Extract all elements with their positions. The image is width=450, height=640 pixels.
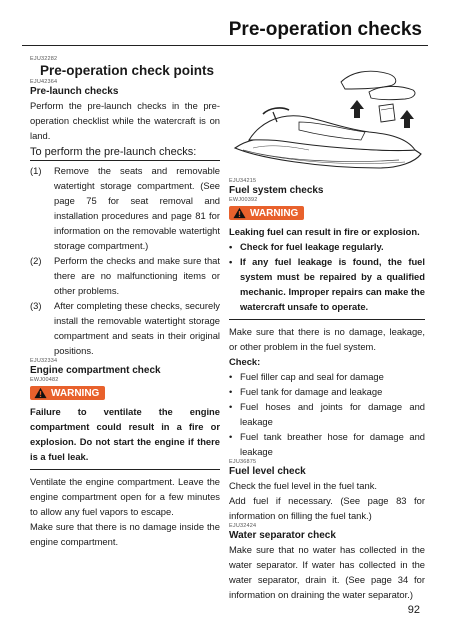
step-text: Perform the checks and make sure that there are no malfunctioning items or other problems. (54, 255, 220, 296)
page-header-title: Pre-operation checks (228, 19, 422, 40)
step-text: After completing these checks, securely install the removable watertight storage compartment and seats in their original positions. (54, 300, 220, 356)
list-item (229, 399, 425, 429)
fuel-warning-lead: Leaking fuel can result in fire or explosion. (229, 226, 420, 237)
warning-label: WARNING (250, 207, 299, 219)
check-list (229, 369, 425, 459)
section-code: EWJ00392 (229, 197, 258, 203)
bullet-icon: • (229, 371, 233, 382)
left-column (30, 56, 220, 549)
list-item (229, 239, 425, 254)
list-item (30, 163, 220, 253)
water-title: Water separator check (229, 530, 336, 541)
howto-heading: To perform the pre-launch checks: (30, 145, 220, 161)
list-item (30, 253, 220, 298)
warning-badge (30, 386, 105, 400)
bullet-icon: • (229, 401, 233, 412)
bullet-icon: • (229, 256, 233, 267)
prelaunch-text: Perform the pre-launch checks in the pre-operation checklist while the watercraft is on land. (30, 100, 220, 141)
list-item (229, 429, 425, 459)
fuel-text: Make sure that there is no damage, leakage, or other problem in the fuel system. (229, 326, 425, 352)
bullet-text: If any fuel leakage is found, the fuel system must be repaired by a qualified mechanic. Improper repairs can make the watercraft unsafe to operate. (240, 256, 425, 312)
right-column (229, 178, 425, 602)
bullet-icon: • (229, 241, 233, 252)
warning-divider (30, 469, 220, 470)
section-code: EJU36875 (229, 459, 257, 465)
up-arrow-icon (400, 110, 414, 128)
level-text-1: Check the fuel level in the fuel tank. (229, 480, 378, 491)
warning-badge (229, 206, 304, 220)
step-number: (1) (30, 165, 42, 176)
bullet-text: Check for fuel leakage regularly. (240, 241, 384, 252)
step-number: (3) (30, 300, 42, 311)
list-item (229, 384, 425, 399)
check-label: Check: (229, 356, 261, 367)
warning-label: WARNING (51, 387, 100, 399)
section-code: EJU32424 (229, 523, 257, 529)
engine-warning-text: Failure to ventilate the engine compartment could result in a fire or explosion. Do not start the engine if there is a fuel leak. (30, 406, 220, 462)
fuel-warning-list (229, 239, 425, 314)
level-text-2: Add fuel if necessary. (See page 83 for information on filling the fuel tank.) (229, 495, 425, 521)
section-code: EJU34215 (229, 178, 257, 184)
engine-text-2: Make sure that there is no damage inside the engine compartment. (30, 521, 220, 547)
step-text: Remove the seats and removable watertight storage compartment. (See page 75 for seat removal and installation procedures and page 81 for information on the removable watertight storage compartment.) (54, 165, 220, 251)
steps-list (30, 163, 220, 358)
bullet-text: Fuel tank breather hose for damage and leakage (240, 431, 425, 457)
engine-text-1: Ventilate the engine compartment. Leave the engine compartment open for a few minutes to allow any fuel vapors to escape. (30, 476, 220, 517)
warning-divider (229, 319, 425, 320)
bullet-icon: • (229, 386, 233, 397)
warning-triangle-icon (233, 207, 246, 219)
bullet-icon: • (229, 431, 233, 442)
watercraft-illustration (229, 62, 425, 174)
section-code: EJU32334 (30, 358, 58, 364)
section-title: Pre-operation check points (40, 63, 215, 78)
water-text: Make sure that no water has collected in the water separator. If water has collected in the water separator, drain it. (See page 34 for information on draining the water separator.) (229, 544, 425, 600)
list-item (229, 254, 425, 314)
bullet-text: Fuel hoses and joints for damage and leakage (240, 401, 425, 427)
prelaunch-title: Pre-launch checks (30, 86, 119, 97)
fuel-title: Fuel system checks (229, 185, 324, 196)
engine-title: Engine compartment check (30, 365, 161, 376)
section-code: EWJ00482 (30, 377, 59, 383)
header-rule (22, 45, 428, 46)
level-title: Fuel level check (229, 466, 306, 477)
section-code: EJU32282 (30, 56, 58, 62)
list-item (229, 369, 425, 384)
list-item (30, 298, 220, 358)
step-number: (2) (30, 255, 42, 266)
page-number: 92 (407, 604, 420, 616)
bullet-text: Fuel tank for damage and leakage (240, 386, 383, 397)
section-code: EJU42364 (30, 79, 58, 85)
bullet-text: Fuel filler cap and seal for damage (240, 371, 384, 382)
up-arrow-icon (350, 100, 364, 118)
warning-triangle-icon (34, 387, 47, 399)
